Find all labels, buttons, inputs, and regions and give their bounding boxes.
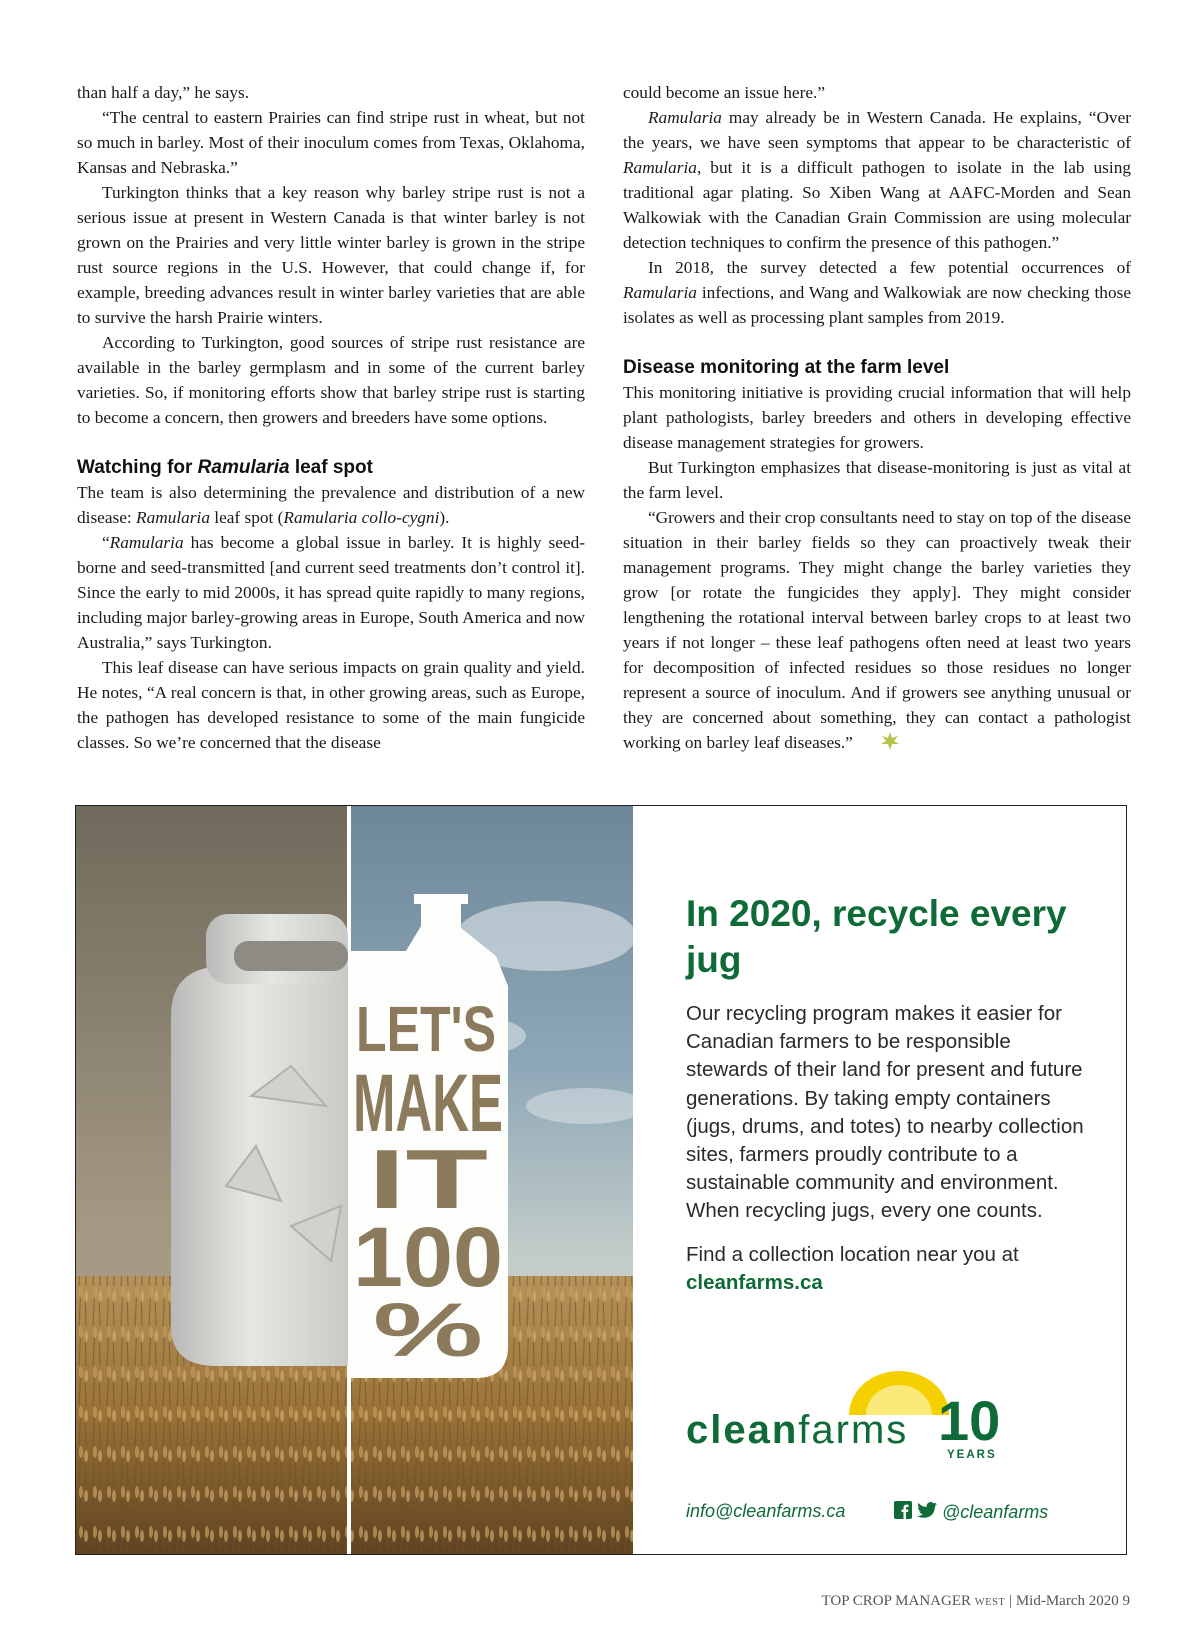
ad-photo-jug-wheat-field	[76, 806, 633, 1554]
paragraph: According to Turkington, good sources of stripe rust resistance are available in the barley germplasm and in some of the current barley varieties. So, if monitoring efforts show that barley stripe rust is starting to become a concern, then growers and breeders have some options.	[77, 333, 585, 427]
paragraph: “Growers and their crop consultants need to stay on top of the disease situation in their barley fields so they can proactively tweak their management programs. They might change the barley varieties they grow [or rotate the fungicides they apply]. They might consider lengthening the rotational interval between barley crops to at least two years if not longer – these leaf pathogens often need at least two years for decomposition of infected residues so those residues no longer represent a source of inoculum. And if growers see anything unusual or they are concerned about something, they can contact a pathologist working on barley leaf diseases.”	[623, 505, 1131, 758]
jug-text-line-5: %	[373, 1288, 483, 1373]
jug-text-line-1: LET'S	[356, 993, 496, 1065]
paragraph: “The central to eastern Prairies can find stripe rust in wheat, but not so much in barley. Most of their inoculum comes from Texas, Oklahoma, Kansas and Nebraska.”	[77, 108, 585, 177]
paragraph: This monitoring initiative is providing crucial information that will help plant pathologists, barley breeders and others in developing effective disease management strategies for growers.	[623, 383, 1131, 452]
ad-headline: In 2020, recycle every jug	[686, 893, 1067, 980]
edition-label: WEST	[974, 1597, 1006, 1608]
jug-text-line-4: 100	[353, 1210, 503, 1304]
social-handle[interactable]: @cleanfarms	[942, 1502, 1049, 1522]
cleanfarms-logo	[684, 1371, 1024, 1481]
paragraph: Turkington thinks that a key reason why barley stripe rust is not a serious issue at present in Western Canada is that winter barley is not grown on the Prairies and very little winter barley is grown in the stripe rust source regions in the U.S. However, that could change if, for example, breeding advances result in winter barley varieties that are able to survive the harsh Prairie winters.	[77, 183, 585, 327]
ad-copy	[686, 891, 1096, 1297]
cleanfarms-advertisement	[75, 805, 1127, 1555]
end-mark-leaf-icon	[855, 731, 900, 758]
paragraph: “Ramularia has become a global issue in barley. It is highly seed-borne and seed-transmitted [and current seed treatments don’t control it]. Since the early to mid 2000s, it has spread quite rapidly to many regions, including major barley-growing areas in Europe, South America and now Australia,” says Turkington.	[77, 533, 585, 652]
issue-date: | Mid-March 2020	[1009, 1593, 1119, 1609]
paragraph: Ramularia may already be in Western Canada. He explains, “Over the years, we have seen symptoms that appear to be characteristic of Ramularia, but it is a difficult pathogen to isolate in the lab using traditional agar plating. So Xiben Wang at AAFC-Morden and Sean Walkowiak with the Canadian Grain Commission are using molecular detection techniques to confirm the presence of this pathogen.”	[623, 108, 1131, 252]
email-link[interactable]: info@cleanfarms.ca	[686, 1501, 846, 1521]
facebook-icon[interactable]	[894, 1501, 912, 1524]
paragraph: This leaf disease can have serious impacts on grain quality and yield. He notes, “A real concern is that, in other growing areas, such as Europe, the pathogen has developed resistance to some of the main fungicide classes. So we’re concerned that the disease	[77, 658, 585, 752]
jug-text-line-3: IT	[368, 1132, 488, 1226]
article-column-right	[623, 80, 1131, 758]
magazine-name: TOP CROP MANAGER	[821, 1593, 972, 1609]
page-number: 9	[1122, 1593, 1130, 1609]
page-footer	[822, 1593, 1130, 1610]
jug-text-line-2: MAKE	[353, 1058, 503, 1149]
logo-ten-years-number: 10	[938, 1389, 1001, 1452]
logo-years-label: YEARS	[947, 1449, 997, 1461]
social-links	[894, 1501, 1048, 1524]
paragraph: But Turkington emphasizes that disease-monitoring is just as vital at the farm level.	[623, 458, 1131, 502]
logo-wordmark: cleanfarms	[686, 1408, 909, 1452]
paragraph: The team is also determining the prevalence and distribution of a new disease: Ramularia leaf spot (Ramularia collo-cygni).	[77, 483, 585, 527]
section-heading-farm-level: Disease monitoring at the farm level	[623, 357, 950, 378]
section-heading-ramularia: Watching for Ramularia leaf spot	[77, 457, 373, 478]
cleanfarms-link[interactable]: cleanfarms.ca	[686, 1270, 823, 1294]
paragraph: could become an issue here.”	[623, 83, 826, 102]
ad-find-location: Find a collection location near you at cleanfarms.ca	[686, 1242, 1019, 1294]
paragraph: than half a day,” he says.	[77, 83, 250, 102]
ad-body-text: Our recycling program makes it easier for Canadian farmers to be responsible stewards of their land for present and future generations. By taking empty containers (jugs, drums, and totes) to nearby collection sites, farmers proudly contribute to a sustainable community and environment. When recycling jugs, every one counts.	[686, 1002, 1084, 1223]
paragraph: In 2018, the survey detected a few potential occurrences of Ramularia infections, and Wang and Walkowiak are now checking those isolates as well as processing plant samples from 2019.	[623, 258, 1131, 327]
article-column-left	[77, 80, 585, 755]
twitter-icon[interactable]	[917, 1502, 937, 1524]
